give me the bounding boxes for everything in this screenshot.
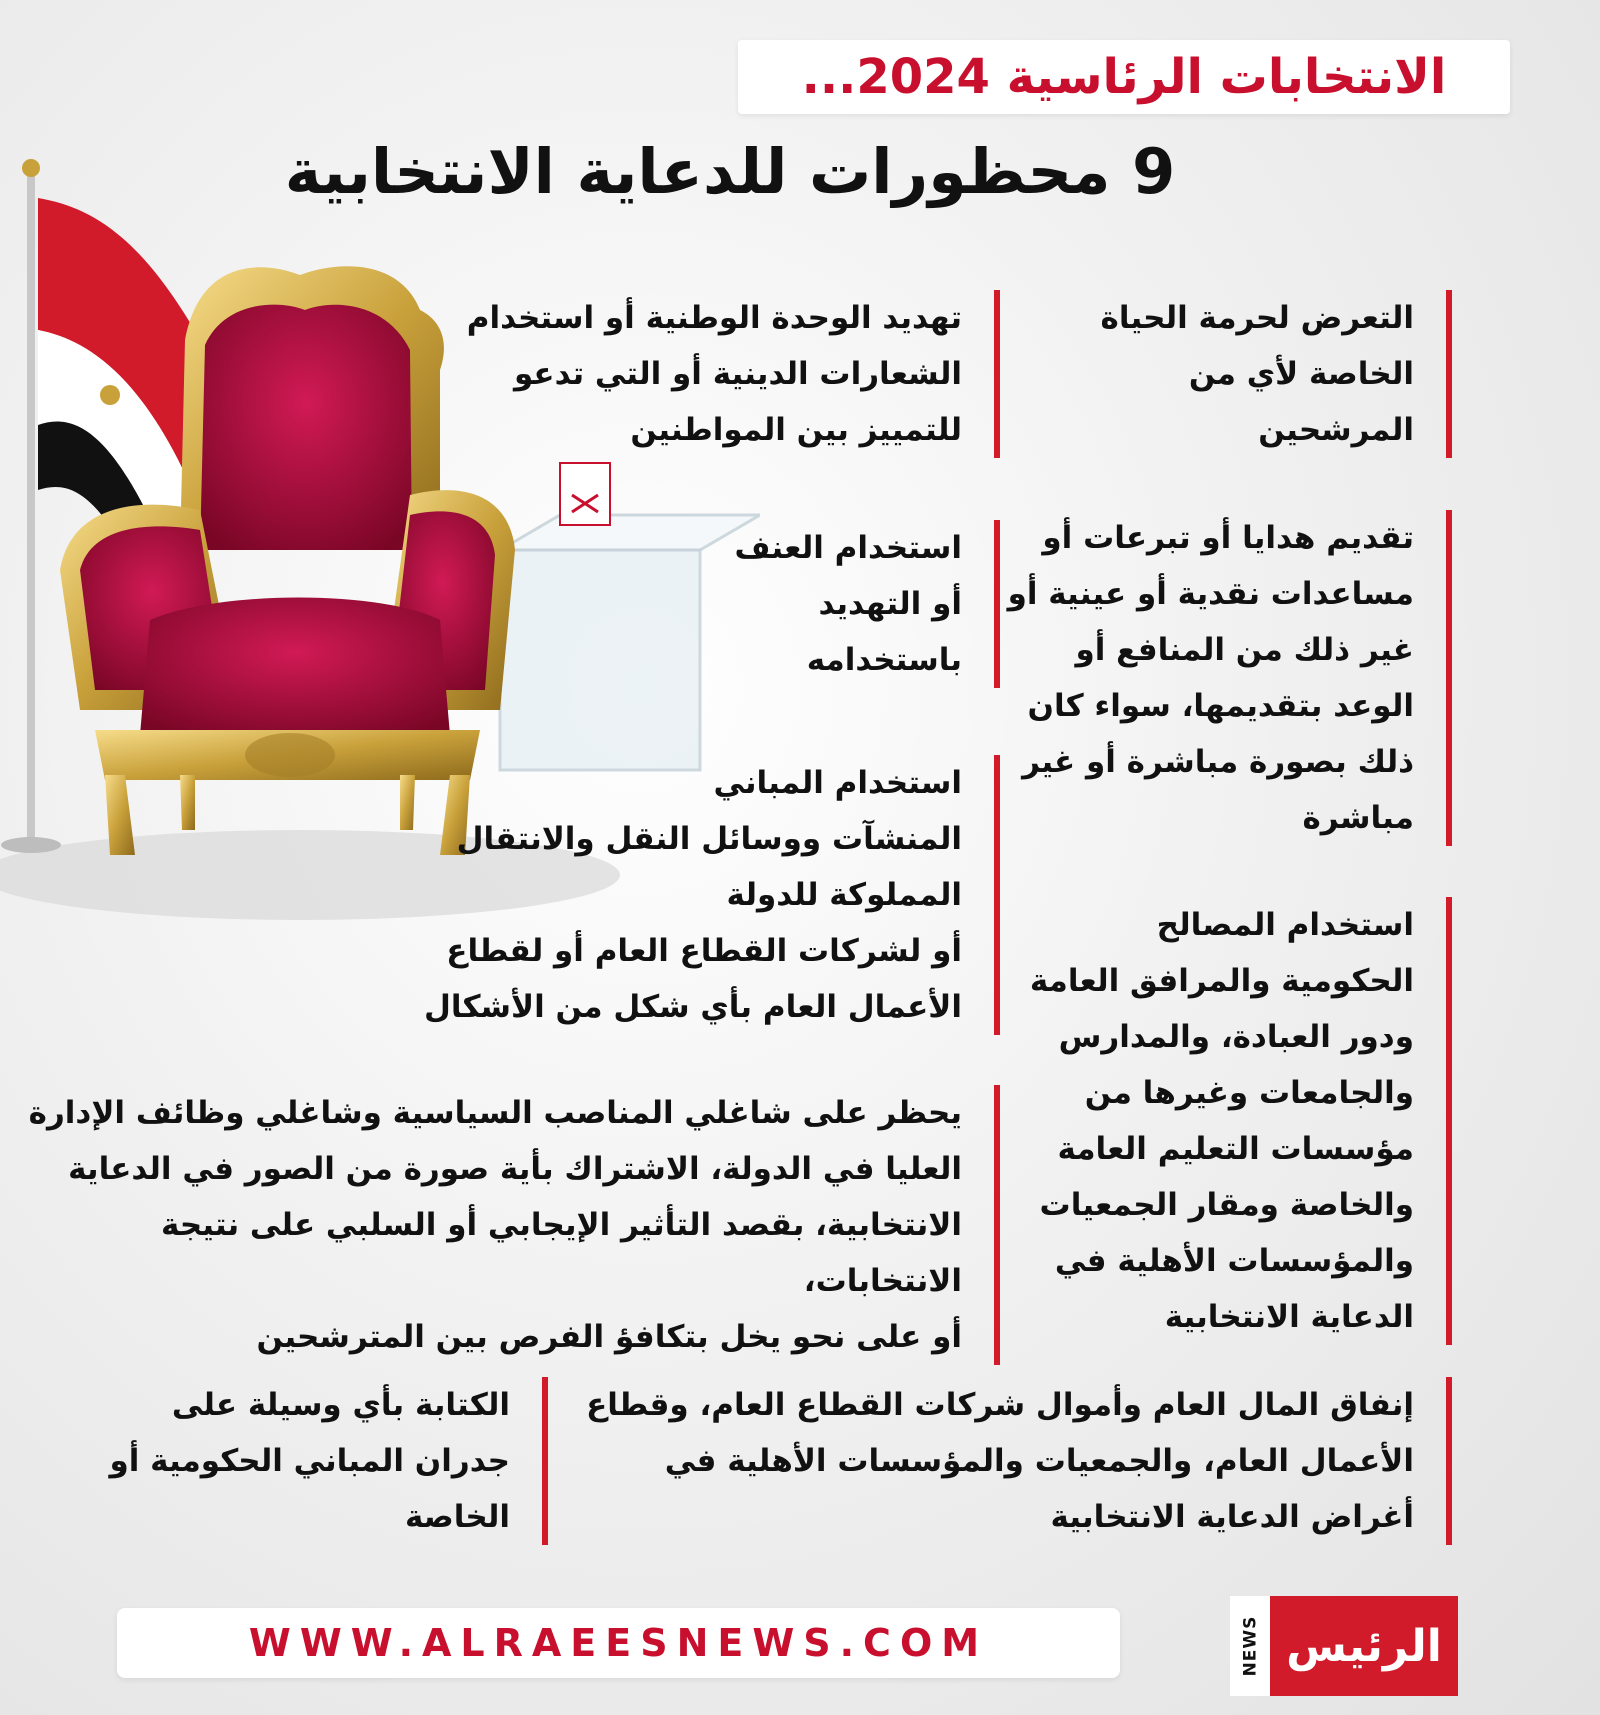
page-subtitle: 9 محظورات للدعاية الانتخابية [284,135,1176,208]
logo-news-tag [1230,1596,1270,1696]
ban-item-5 [424,755,1000,1035]
title-banner [738,40,1510,114]
ban-item-4 [735,520,1001,688]
ballot-box-icon [500,463,760,770]
alraees-logo [1230,1596,1458,1696]
ban-item-8-text: إنفاق المال العام وأموال شركات القطاع العام، وقطاع الأعمال العام، والجمعيات والمؤسسات الأهلية في أغراض الدعاية الانتخابية [586,1387,1414,1535]
website-banner [117,1608,1120,1678]
logo-main-box [1270,1596,1458,1696]
ban-item-8 [586,1377,1452,1545]
ban-item-6 [1030,897,1452,1345]
ban-item-3-text: تقديم هدايا أو تبرعات أو مساعدات نقدية أو عينية أو غير ذلك من المنافع أو الوعد بتقديمها، سواء كان ذلك بصورة مباشرة أو غير مباشرة [1007,520,1414,836]
ban-item-2-text: تهديد الوحدة الوطنية أو استخدام الشعارات الدينية أو التي تدعو للتمييز بين المواطنين [466,300,962,448]
ban-item-7-text: يحظر على شاغلي المناصب السياسية وشاغلي وظائف الإدارة العليا في الدولة، الاشتراك بأية صورة من الصور في الدعاية الانتخابية، بقصد التأثير الإيجابي أو السلبي على نتيجة الانتخابات، أو على نحو يخل بتكافؤ الفرص بين المترشحين [28,1095,962,1355]
ban-item-6-text: استخدام المصالح الحكومية والمرافق العامة ودور العبادة، والمدارس والجامعات وغيرها من مؤسسات التعليم العامة والخاصة ومقار الجمعيات والمؤسسات الأهلية في الدعاية الانتخابية [1029,907,1414,1335]
ban-item-1-text: التعرض لحرمة الحياة الخاصة لأي من المرشحين [1100,300,1414,448]
ban-item-7 [0,1085,1000,1365]
ban-item-4-text: استخدام العنف أو التهديد باستخدامه [734,530,962,678]
ban-item-1 [1101,290,1452,458]
ban-item-9-text: الكتابة بأي وسيلة على جدران المباني الحكومية أو الخاصة [109,1387,510,1535]
ban-item-3 [1008,510,1452,846]
ban-item-5-text: استخدام المباني المنشآت ووسائل النقل والانتقال المملوكة للدولة أو لشركات القطاع العام أو لقطاع الأعمال العام بأي شكل من الأشكال [423,765,962,1025]
ban-item-9 [109,1377,548,1545]
website-url[interactable]: WWW.ALRAEESNEWS.COM [248,1621,989,1665]
page-title: الانتخابات الرئاسية 2024... [801,49,1447,105]
ban-item-2 [467,290,1000,458]
logo-text: الرئيس [1286,1620,1442,1672]
logo-news-label: NEWS [1240,1615,1260,1677]
